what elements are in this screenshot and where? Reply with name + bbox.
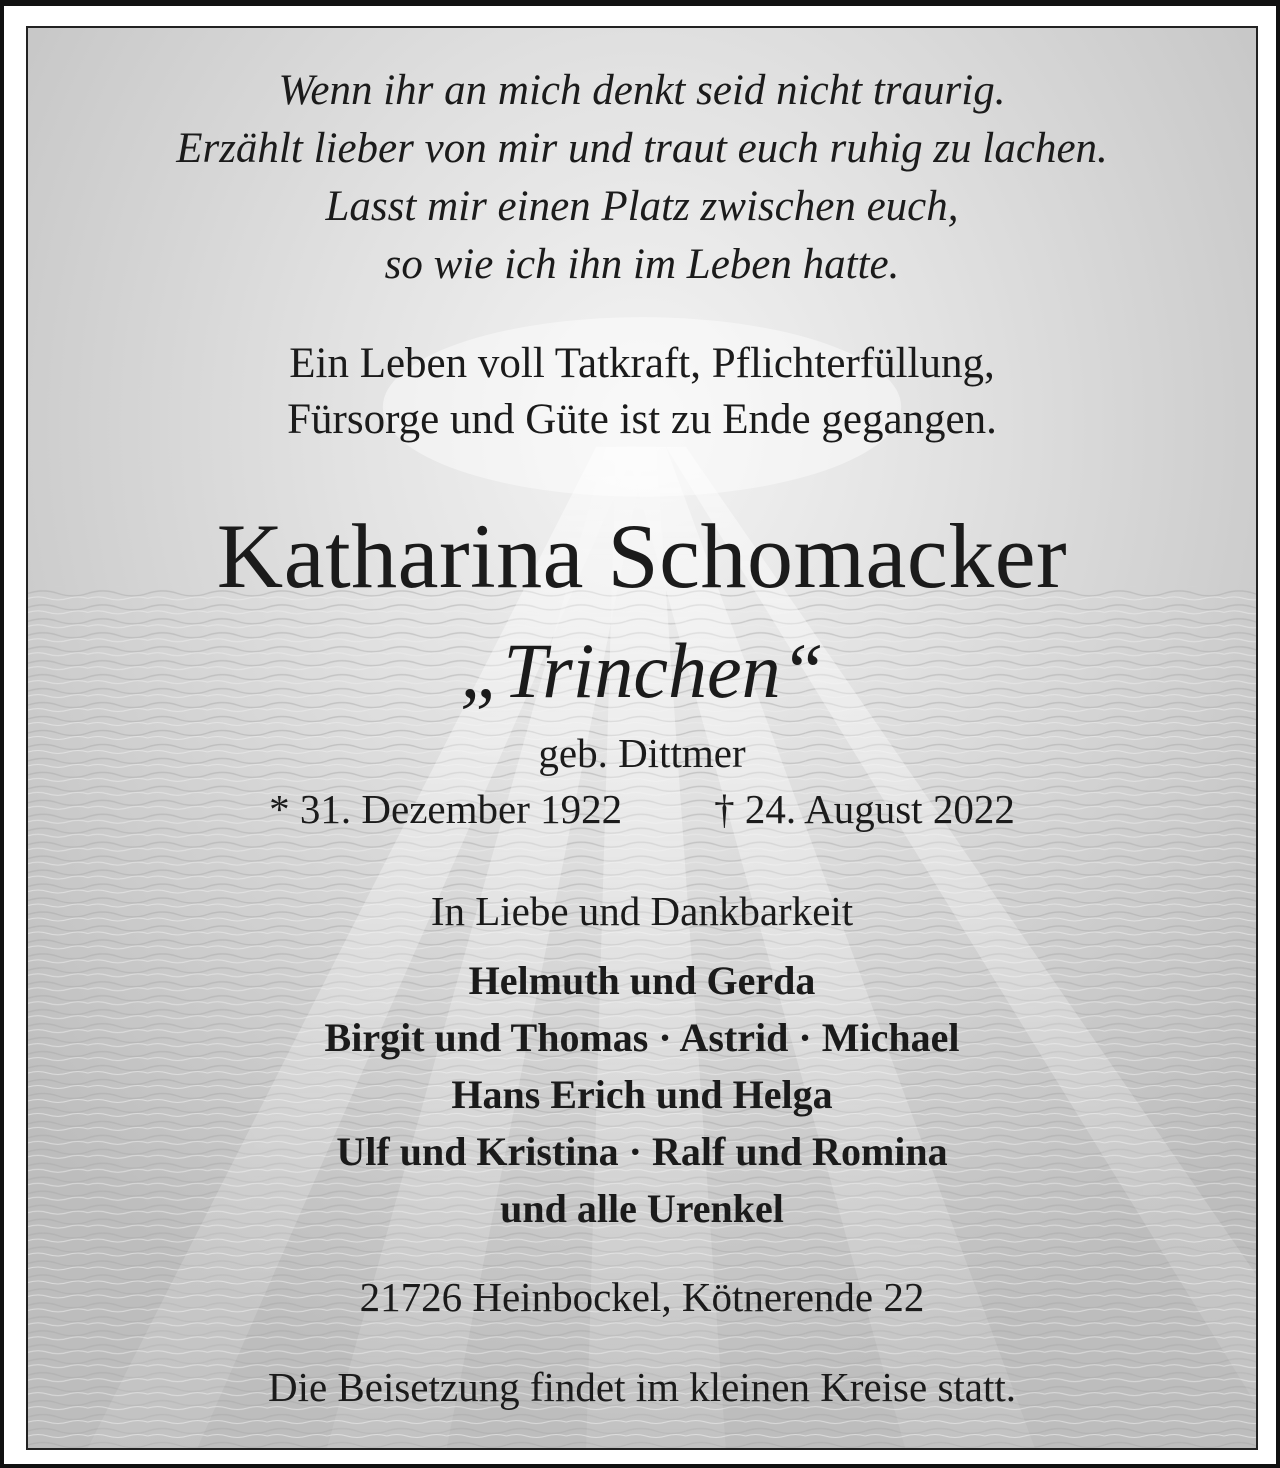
death-date: † 24. August 2022 (714, 786, 1015, 832)
obituary-content (28, 28, 1256, 1448)
poem-line-1: Wenn ihr an mich denkt seid nicht traurig. (278, 67, 1006, 114)
birth-name: geb. Dittmer (538, 730, 746, 776)
poem-line-4: so wie ich ihn im Leben hatte. (384, 241, 900, 288)
closing-phrase: In Liebe und Dankbarkeit (430, 888, 854, 934)
family-line-2: Birgit und Thomas · Astrid · Michael (324, 1015, 960, 1060)
deceased-nickname: „Trinchen“ (459, 627, 825, 714)
intro-line-2: Fürsorge und Güte ist zu Ende gegangen. (287, 396, 997, 443)
deceased-name: Katharina Schomacker (216, 505, 1068, 607)
birth-date: * 31. Dezember 1922 (269, 786, 623, 832)
address: 21726 Heinbockel, Kötnerende 22 (359, 1274, 925, 1320)
poem-line-2: Erzählt lieber von mir und traut euch ruhig zu lachen. (176, 125, 1108, 172)
family-line-5: und alle Urenkel (500, 1186, 784, 1231)
family-line-1: Helmuth und Gerda (468, 958, 816, 1003)
family-line-4: Ulf und Kristina · Ralf und Romina (336, 1129, 948, 1174)
family-line-3: Hans Erich und Helga (451, 1072, 833, 1117)
intro-line-1: Ein Leben voll Tatkraft, Pflichterfüllung, (289, 340, 995, 387)
obituary-frame (26, 26, 1258, 1450)
life-dates (28, 784, 1256, 834)
funeral-note: Die Beisetzung findet im kleinen Kreise statt. (267, 1364, 1017, 1410)
poem-line-3: Lasst mir einen Platz zwischen euch, (325, 183, 959, 230)
